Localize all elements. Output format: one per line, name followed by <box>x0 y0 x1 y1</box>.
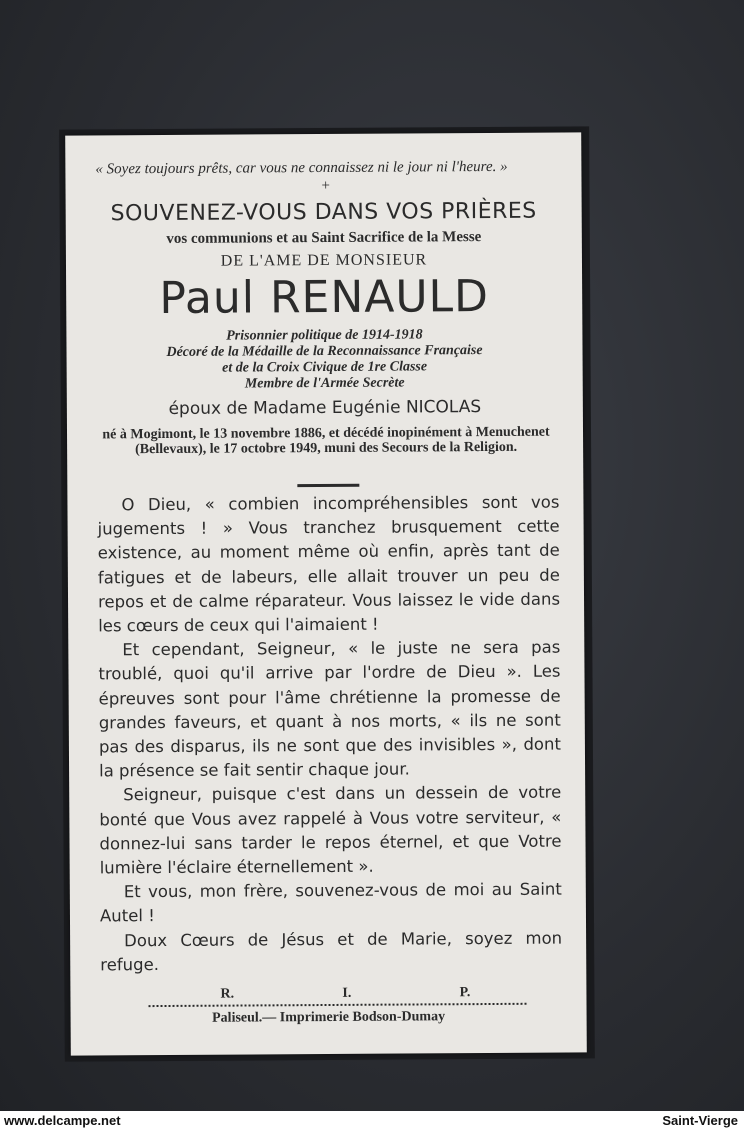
rip-letter: R. <box>220 986 235 1002</box>
honor-line: Prisonnier politique de 1914-1918 <box>226 327 423 344</box>
cross-symbol: + <box>321 177 331 195</box>
prayer-paragraph: Et cependant, Seigneur, « le juste ne sera pas troublé, quoi qu'il arrive par l'ordre de Dieu ». Les épreuves sont pour l'âme chrétienne la promesse de grandes faveurs, et quant à nos morts, « ils ne sont pas des disparus, ils ne sont que des invisibles », dont la présence se fait sentir chaque jour. <box>98 637 561 781</box>
honor-line: et de la Croix Civique de 1re Classe <box>222 359 428 376</box>
honor-line: Décoré de la Médaille de la Reconnaissance Française <box>166 343 483 360</box>
motto: « Soyez toujours prêts, car vous ne connaissez ni le jour ni l'heure. » <box>95 158 508 178</box>
prayer-paragraph: Seigneur, puisque c'est dans un dessein de votre bonté que Vous avez rappelé à Vous votre serviteur, « donnez-lui sans tarder le repos éternel, et que Votre lumière l'éclaire éternellement ». <box>99 783 562 878</box>
printer-line: Paliseul.— Imprimerie Bodson-Dumay <box>212 1009 446 1026</box>
ame-line: DE L'AME DE MONSIEUR <box>220 251 428 270</box>
prayer-text <box>97 491 562 978</box>
dotted-divider <box>149 1003 527 1007</box>
rip-line <box>220 985 470 1003</box>
watermark-left: www.delcampe.net <box>4 1113 121 1128</box>
prayer-paragraph: Doux Cœurs de Jésus et de Marie, soyez mon refuge. <box>100 928 563 975</box>
prayer-paragraph: Et vous, mon frère, souvenez-vous de moi au Saint Autel ! <box>99 879 562 926</box>
rip-letter: P. <box>459 985 471 1001</box>
watermark-right: Saint-Vierge <box>662 1113 738 1128</box>
spouse-line: époux de Madame Eugénie NICOLAS <box>168 397 482 419</box>
birth-death-line: né à Mogimont, le 13 novembre 1886, et décédé inopinément à Menuchenet (Bellevaux), le 17 octobre 1949, muni des Secours de la Religion. <box>102 424 550 458</box>
heading-souvenez: SOUVENEZ-VOUS DANS VOS PRIÈRES <box>110 198 537 227</box>
prayer-paragraph: O Dieu, « combien incompréhensibles sont vos jugements ! » Vous tranchez brusquement cette existence, au moment même où enfin, après tant de fatigues et de labeurs, elle allait trouver un peu de repos et de calme réparateur. Vous laissez le vide dans les cœurs de ceux qui l'aimaient ! <box>97 492 561 636</box>
communions-line: vos communions et au Saint Sacrifice de la Messe <box>166 229 482 247</box>
rip-letter: I. <box>342 985 352 1001</box>
watermark-bar <box>0 1111 744 1131</box>
divider-rule <box>297 484 359 487</box>
memorial-card <box>65 132 587 1055</box>
deceased-name: Paul RENAULD <box>159 270 490 325</box>
honors-block <box>66 326 582 393</box>
honor-line: Membre de l'Armée Secrète <box>244 375 405 392</box>
